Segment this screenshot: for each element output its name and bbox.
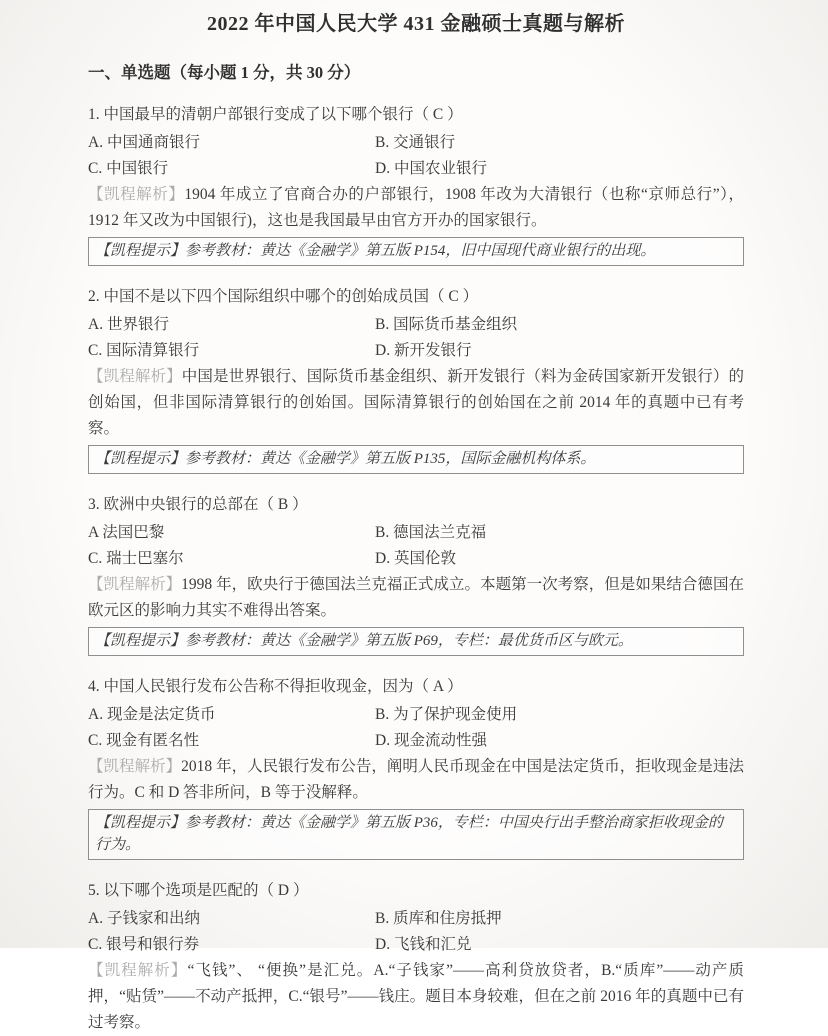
option-c: C. 中国银行: [88, 160, 169, 177]
option-d: D. 中国农业银行: [375, 160, 487, 177]
analysis-paragraph: [88, 364, 744, 442]
question-4: [88, 674, 744, 860]
question-stem: 1. 中国最早的清朝户部银行变成了以下哪个银行（ C ）: [88, 106, 463, 123]
analysis-label: 【凯程解析】: [88, 962, 188, 979]
question-stem: 5. 以下哪个选项是匹配的（ D ）: [88, 882, 309, 899]
option-b: B. 为了保护现金使用: [375, 706, 518, 723]
option-c: C. 国际清算银行: [88, 342, 200, 359]
analysis-label: 【凯程解析】: [88, 576, 182, 593]
analysis-label: 【凯程解析】: [88, 758, 182, 775]
option-d: D. 现金流动性强: [375, 732, 487, 749]
analysis-text: 1904 年成立了官商合办的户部银行，1908 年改为大清银行（也称“京师总行”），1912 年又改为中国银行)，这也是我国最早由官方开办的国家银行。: [88, 186, 744, 229]
question-options: [88, 520, 744, 572]
question-stem: 4. 中国人民银行发布公告称不得拒收现金，因为（ A ）: [88, 678, 463, 695]
option-b: B. 质库和住房抵押: [375, 910, 502, 927]
option-b: B. 德国法兰克福: [375, 524, 487, 541]
tip-text: 参考教材：黄达《金融学》第五版 P135，国际金融机构体系。: [185, 451, 596, 467]
question-stem: 3. 欧洲中央银行的总部在（ B ）: [88, 496, 308, 513]
tip-label: 【凯程提示】: [95, 451, 186, 467]
analysis-paragraph: [88, 182, 744, 234]
option-a: A. 子钱家和出纳: [88, 910, 200, 927]
analysis-text: 2018 年，人民银行发布公告，阐明人民币现金在中国是法定货币，拒收现金是违法行为。C 和 D 答非所问，B 等于没解释。: [88, 758, 744, 801]
analysis-text: “飞钱”、 “便换”是汇兑。A.“子钱家”——高利贷放贷者，B.“质库”——动产质押，“贴赁”——不动产抵押，C.“银号”——钱庄。题目本身较难，但在之前 2016 年的真题中已有过考察。: [88, 962, 744, 1031]
analysis-label: 【凯程解析】: [88, 368, 182, 385]
question-options: [88, 702, 744, 754]
question-3: [88, 492, 744, 656]
question-5: [88, 878, 744, 1036]
tip-box: [88, 627, 744, 656]
option-b: B. 国际货币基金组织: [375, 316, 518, 333]
option-c: C. 现金有匿名性: [88, 732, 200, 749]
section-header: 一、单选题（每小题 1 分，共 30 分）: [88, 63, 361, 82]
option-b: B. 交通银行: [375, 134, 456, 151]
question-options: [88, 130, 744, 182]
option-c: C. 银号和银行券: [88, 936, 200, 953]
tip-text: 参考教材：黄达《金融学》第五版 P69，专栏：最优货币区与欧元。: [185, 633, 633, 649]
analysis-text: 1998 年，欧央行于德国法兰克福正式成立。本题第一次考察，但是如果结合德国在欧元区的影响力其实不难得出答案。: [88, 576, 744, 619]
tip-box: [88, 237, 744, 266]
question-stem: 2. 中国不是以下四个国际组织中哪个的创始成员国（ C ）: [88, 288, 479, 305]
option-c: C. 瑞士巴塞尔: [88, 550, 184, 567]
document-title: 2022 年中国人民大学 431 金融硕士真题与解析: [207, 13, 625, 35]
question-2: [88, 284, 744, 474]
option-d: D. 飞钱和汇兑: [375, 936, 472, 953]
question-1: [88, 102, 744, 266]
tip-label: 【凯程提示】: [95, 815, 186, 831]
tip-label: 【凯程提示】: [95, 243, 186, 259]
question-options: [88, 906, 744, 958]
analysis-paragraph: [88, 958, 744, 1036]
tip-text: 参考教材：黄达《金融学》第五版 P154，旧中国现代商业银行的出现。: [185, 243, 656, 259]
option-d: D. 英国伦敦: [375, 550, 456, 567]
tip-box: [88, 809, 744, 860]
option-a: A. 现金是法定货币: [88, 706, 216, 723]
option-d: D. 新开发银行: [375, 342, 472, 359]
analysis-paragraph: [88, 754, 744, 806]
option-a: A. 中国通商银行: [88, 134, 200, 151]
analysis-label: 【凯程解析】: [88, 186, 185, 203]
option-a: A 法国巴黎: [88, 524, 165, 541]
question-options: [88, 312, 744, 364]
tip-text: 参考教材：黄达《金融学》第五版 P36，专栏：中国央行出手整治商家拒收现金的行为。: [95, 815, 723, 853]
option-a: A. 世界银行: [88, 316, 169, 333]
analysis-paragraph: [88, 572, 744, 624]
tip-box: [88, 445, 744, 474]
tip-label: 【凯程提示】: [95, 633, 186, 649]
analysis-text: 中国是世界银行、国际货币基金组织、新开发银行（料为金砖国家新开发银行）的创始国，但非国际清算银行的创始国。国际清算银行的创始国在之前 2014 年的真题中已有考察。: [88, 368, 744, 437]
